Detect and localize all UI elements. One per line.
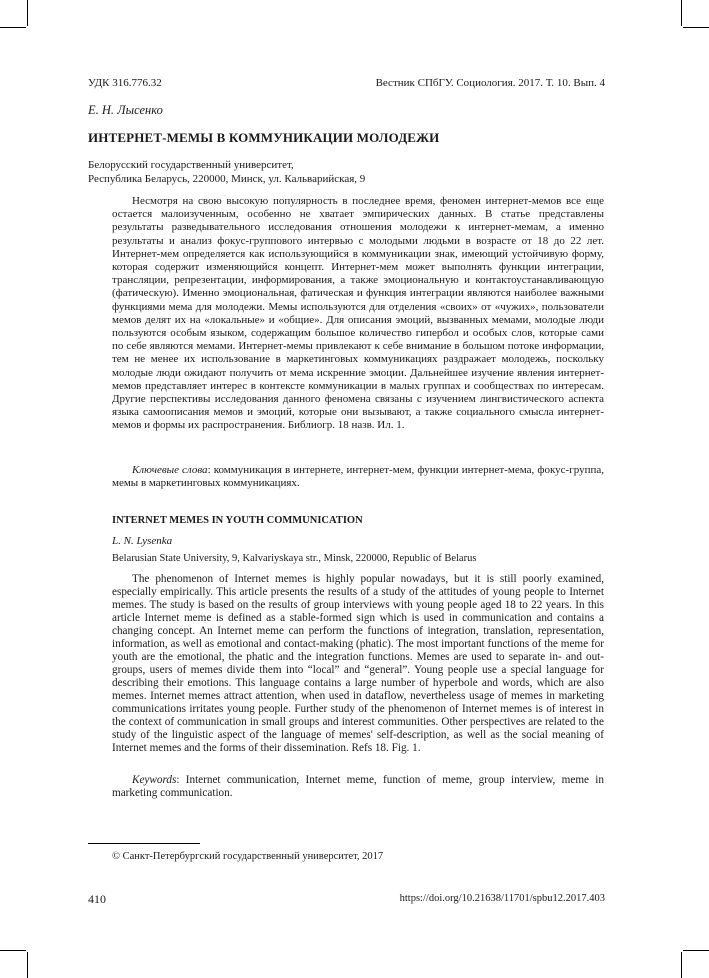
journal-header: Вестник СПбГУ. Социология. 2017. Т. 10. Вып. 4 [375,77,605,89]
keywords-label: Ключевые слова [132,464,208,476]
author-ru: Е. Н. Лысенко [88,103,163,117]
keywords-en [112,774,604,800]
author-en: L. N. Lysenka [112,535,173,547]
abstract-en: The phenomenon of Internet memes is highly popular nowadays, but it is still poorly examined, especially empirically. This article presents the results of a study of the attitudes of young people to Internet memes. The study is based on the results of group interviews with young people aged 18 to 22 years. In this article Internet meme is defined as a stable-formed sign which is used in communication and contains a changing concept. An Internet meme can perform the functions of integration, translation, representation, information, as well as emotional and contact-making (phatic). The most important functions of the meme for youth are the emotional, the phatic and the integration functions. Memes are used to separate in- and out-groups, users of memes divide them into “local” and “general”. Young people use a special language for describing their emotions. This language contains a large number of hyperbole and words, which are also memes. Internet memes attract attention, when used in dataflow, nevertheless usage of memes in marketing communications irritates young people. Further study of the phenomenon of Internet memes is of interest in the context of communication in small groups and interest communities. Other perspectives are related to the study of the linguistic aspect of the language of memes' self-description, as well as the social meaning of Internet memes and the forms of their dissemination. Refs 18. Fig. 1. [112,573,604,754]
keywords-ru [112,464,604,490]
keywords-label: Keywords [132,774,177,786]
crop-mark [681,952,682,978]
page-number: 410 [88,892,106,906]
crop-mark [27,952,28,978]
crop-mark [0,27,26,28]
keywords-text: : Internet communication, Internet meme, function of meme, group interview, meme in marketing communication. [112,774,604,799]
udk-code: УДК 316.776.32 [88,77,162,89]
affiliation-line: Республика Беларусь, 220000, Минск, ул. Кальварийская, 9 [88,173,366,185]
copyright-note: © Санкт-Петербургский государственный университет, 2017 [112,851,384,862]
affiliation-line: Белорусский государственный университет, [88,159,294,171]
article-title-ru: ИНТЕРНЕТ-МЕМЫ В КОММУНИКАЦИИ МОЛОДЕЖИ [88,130,440,145]
footnote-rule [88,843,200,844]
keywords-text: : коммуникация в интернете, интернет-мем, функции интернет-мема, фокус-группа, мемы в маркетинговых коммуникациях. [112,464,604,490]
doi-link[interactable]: https://doi.org/10.21638/11701/spbu12.2017.403 [399,893,605,904]
crop-mark [683,950,709,951]
article-title-en: INTERNET MEMES IN YOUTH COMMUNICATION [112,515,363,526]
crop-mark [0,950,26,951]
affiliation-en: Belarusian State University, 9, Kalvariyskaya str., Minsk, 220000, Republic of Belarus [112,553,477,564]
crop-mark [683,27,709,28]
abstract-ru: Несмотря на свою высокую популярность в последнее время, феномен интернет-мемов все еще остается малоизученным, особенно не хватает эмпирических данных. В статье представлены результаты разведывательного исследования отношения молодежи к интернет-мемам, а именно результаты и анализ фокус-группового интервью с молодыми людьми в возрасте от 18 до 22 лет. Интернет-мем определяется как использующийся в коммуникации знак, имеющий устойчивую форму, которая содержит изменяющийся концепт. Интернет-мем может выполнять функции интеграции, трансляции, репрезентации, информирования, а также эмоциональную и контактоустанавливающую (фатическую). Именно эмоциональная, фатическая и функция интеграции являются наиболее важными функциями мема для молодежи. Мемы используются для отделения «своих» от «чужих», пользователи мемов делят их на «локальные» и «общие». Для описания эмоций, вызванных мемами, молодые люди пользуются особым языком, содержащим большое количество гипербол и особых слов, которые сами по себе являются мемами. Интернет-мемы привлекают к себе внимание в большом потоке информации, тем не менее их использование в маркетинговых коммуникациях раздражает молодежь, поскольку молодые люди ожидают получить от мема искренние эмоции. Дальнейшее изучение явления интернет-мемов представляет интерес в контексте коммуникации в малых группах и сообществах по интересам. Другие перспективы исследования данного феномена связаны с изучением лингвистического аспекта языка самоописания мемов и эмоций, которые они вызывают, а также социального смысла интернет-мемов и формы их распространения. Библиогр. 18 назв. Ил. 1. [112,195,604,432]
affiliation-ru [88,158,365,186]
crop-mark [681,0,682,26]
crop-mark [27,0,28,26]
